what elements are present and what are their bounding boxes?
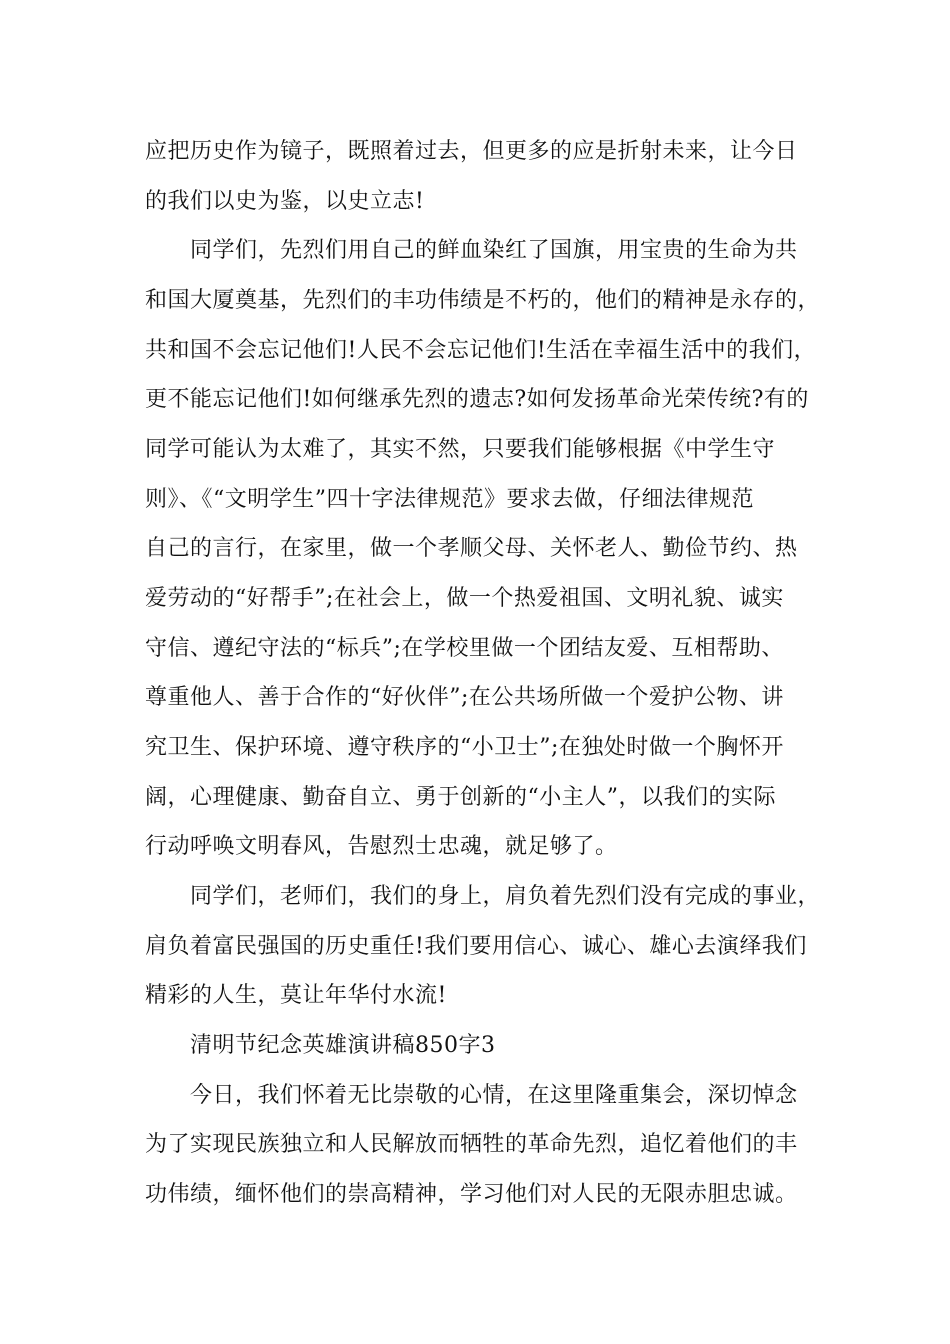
text-line: 应把历史作为镜子，既照着过去，但更多的应是折射未来，让今日 — [145, 139, 798, 164]
text-line: 同学们，先烈们用自己的鲜血染红了国旗，用宝贵的生命为共 — [190, 238, 798, 263]
text-line: 则》、《“文明学生”四十字法律规范》要求去做，仔细法律规范 — [145, 487, 754, 512]
text-line: 功伟绩，缅怀他们的崇高精神，学习他们对人民的无限赤胆忠诚。 — [145, 1182, 798, 1207]
text-line: 更不能忘记他们!如何继承先烈的遗志?如何发扬革命光荣传统?有的 — [145, 387, 809, 412]
text-line: 究卫生、保护环境、遵守秩序的“小卫士”;在独处时做一个胸怀开 — [145, 735, 784, 760]
text-line: 自己的言行，在家里，做一个孝顺父母、关怀老人、勤俭节约、热 — [145, 536, 798, 561]
text-line: 今日，我们怀着无比崇敬的心情，在这里隆重集会，深切悼念 — [190, 1083, 798, 1108]
text-line: 肩负着富民强国的历史重任!我们要用信心、诚心、雄心去演绎我们 — [145, 934, 807, 959]
text-line: 的我们以史为鉴，以史立志! — [145, 189, 425, 214]
text-line: 阔，心理健康、勤奋自立、勇于创新的“小主人”，以我们的实际 — [145, 785, 776, 810]
text-line: 精彩的人生，莫让年华付水流! — [145, 983, 447, 1008]
text-line: 行动呼唤文明春风，告慰烈士忠魂，就足够了。 — [145, 834, 618, 859]
text-line: 和国大厦奠基，先烈们的丰功伟绩是不朽的，他们的精神是永存的， — [145, 288, 821, 313]
text-line: 尊重他人、善于合作的“好伙伴”;在公共场所做一个爱护公物、讲 — [145, 685, 784, 710]
text-line: 爱劳动的“好帮手”;在社会上，做一个热爱祖国、文明礼貌、诚实 — [145, 586, 784, 611]
text-line: 同学们，老师们，我们的身上，肩负着先烈们没有完成的事业， — [190, 884, 821, 909]
section-heading: 清明节纪念英雄演讲稿850字3 — [190, 1033, 496, 1058]
text-line: 守信、遵纪守法的“标兵”;在学校里做一个团结友爱、互相帮助、 — [145, 636, 784, 661]
text-line: 共和国不会忘记他们!人民不会忘记他们!生活在幸福生活中的我们， — [145, 338, 817, 363]
text-line: 为了实现民族独立和人民解放而牺牲的革命先烈，追忆着他们的丰 — [145, 1132, 798, 1157]
text-line: 同学可能认为太难了，其实不然，只要我们能够根据《中学生守 — [145, 437, 776, 462]
